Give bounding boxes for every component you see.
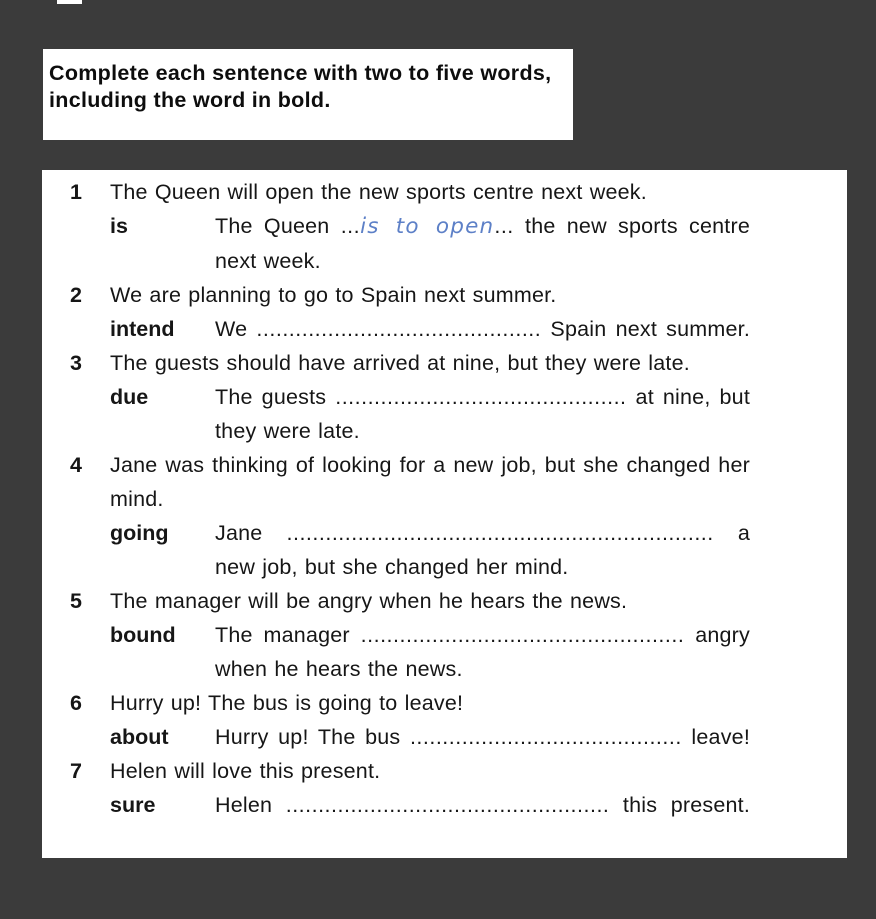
rewrite-text: Spain next summer.	[541, 317, 750, 341]
item-number: 3	[70, 351, 82, 375]
item-content	[110, 346, 750, 448]
item-number: 4	[70, 453, 82, 477]
scan-edge-artifact	[57, 0, 82, 4]
rewrite-row	[110, 720, 750, 754]
item-keyword: due	[110, 385, 149, 409]
rewrite-text: The Queen	[215, 214, 341, 238]
exercise-item	[70, 448, 750, 584]
item-number: 7	[70, 759, 82, 783]
exercise-item	[70, 278, 750, 346]
item-prompt: The manager will be angry when he hears the news.	[110, 589, 628, 613]
item-rewrite	[215, 312, 750, 346]
item-rewrite	[215, 516, 750, 584]
item-prompt: Hurry up! The bus is going to leave!	[110, 691, 464, 715]
item-number: 5	[70, 589, 82, 613]
item-prompt: The Queen will open the new sports centre next week.	[110, 180, 647, 204]
item-number: 1	[70, 180, 82, 204]
rewrite-text: Jane	[215, 521, 287, 545]
answer-blank: ...	[340, 214, 361, 238]
exercise-list	[70, 175, 750, 822]
rewrite-text: Helen	[215, 793, 286, 817]
item-prompt: The guests should have arrived at nine, but they were late.	[110, 351, 690, 375]
answer-blank: ..................................................	[285, 793, 610, 817]
item-rewrite	[215, 618, 750, 686]
item-content	[110, 448, 750, 584]
item-keyword: intend	[110, 317, 175, 341]
item-rewrite	[215, 720, 750, 754]
rewrite-row	[110, 312, 750, 346]
rewrite-text: at nine, but they were late.	[215, 385, 750, 443]
item-rewrite	[215, 209, 750, 278]
item-prompt: Jane was thinking of looking for a new job, but she changed her mind.	[110, 453, 750, 511]
exercise-box	[42, 170, 847, 858]
item-prompt: We are planning to go to Spain next summer.	[110, 283, 557, 307]
rewrite-row	[110, 788, 750, 822]
exercise-item	[70, 754, 750, 822]
item-keyword: going	[110, 521, 169, 545]
rewrite-text: Hurry up! The bus	[215, 725, 410, 749]
item-number: 2	[70, 283, 82, 307]
answer-blank: ............................................	[256, 317, 542, 341]
answer-blank: ..........................................	[409, 725, 682, 749]
rewrite-text: We	[215, 317, 257, 341]
item-content	[110, 754, 750, 822]
item-content	[110, 278, 750, 346]
rewrite-text: The manager	[215, 623, 361, 647]
rewrite-text: this present.	[609, 793, 750, 817]
rewrite-text: a new job, but she changed her mind.	[215, 521, 750, 579]
instructions-box	[43, 49, 573, 140]
item-content	[110, 175, 750, 278]
exercise-item	[70, 584, 750, 686]
item-keyword: sure	[110, 793, 156, 817]
item-rewrite	[215, 380, 750, 448]
rewrite-text: the new sports centre next week.	[215, 214, 750, 273]
rewrite-row	[110, 618, 750, 686]
item-content	[110, 584, 750, 686]
item-keyword: about	[110, 725, 169, 749]
item-number: 6	[70, 691, 82, 715]
answer-blank: .............................................	[335, 385, 627, 409]
rewrite-text: angry when he hears the news.	[215, 623, 750, 681]
rewrite-row	[110, 516, 750, 584]
item-keyword: is	[110, 214, 128, 238]
rewrite-text: The guests	[215, 385, 336, 409]
instructions-text: Complete each sentence with two to five words, including the word in bold.	[49, 61, 552, 112]
answer-text: is to open	[360, 214, 495, 239]
item-prompt: Helen will love this present.	[110, 759, 381, 783]
answer-blank: ...	[494, 214, 514, 238]
item-content	[110, 686, 750, 754]
rewrite-row	[110, 209, 750, 278]
item-keyword: bound	[110, 623, 176, 647]
rewrite-row	[110, 380, 750, 448]
answer-blank: ..................................................................	[286, 521, 714, 545]
rewrite-text: leave!	[681, 725, 750, 749]
exercise-item	[70, 346, 750, 448]
item-rewrite	[215, 788, 750, 822]
answer-blank: ..................................................	[360, 623, 685, 647]
exercise-item	[70, 175, 750, 278]
exercise-item	[70, 686, 750, 754]
